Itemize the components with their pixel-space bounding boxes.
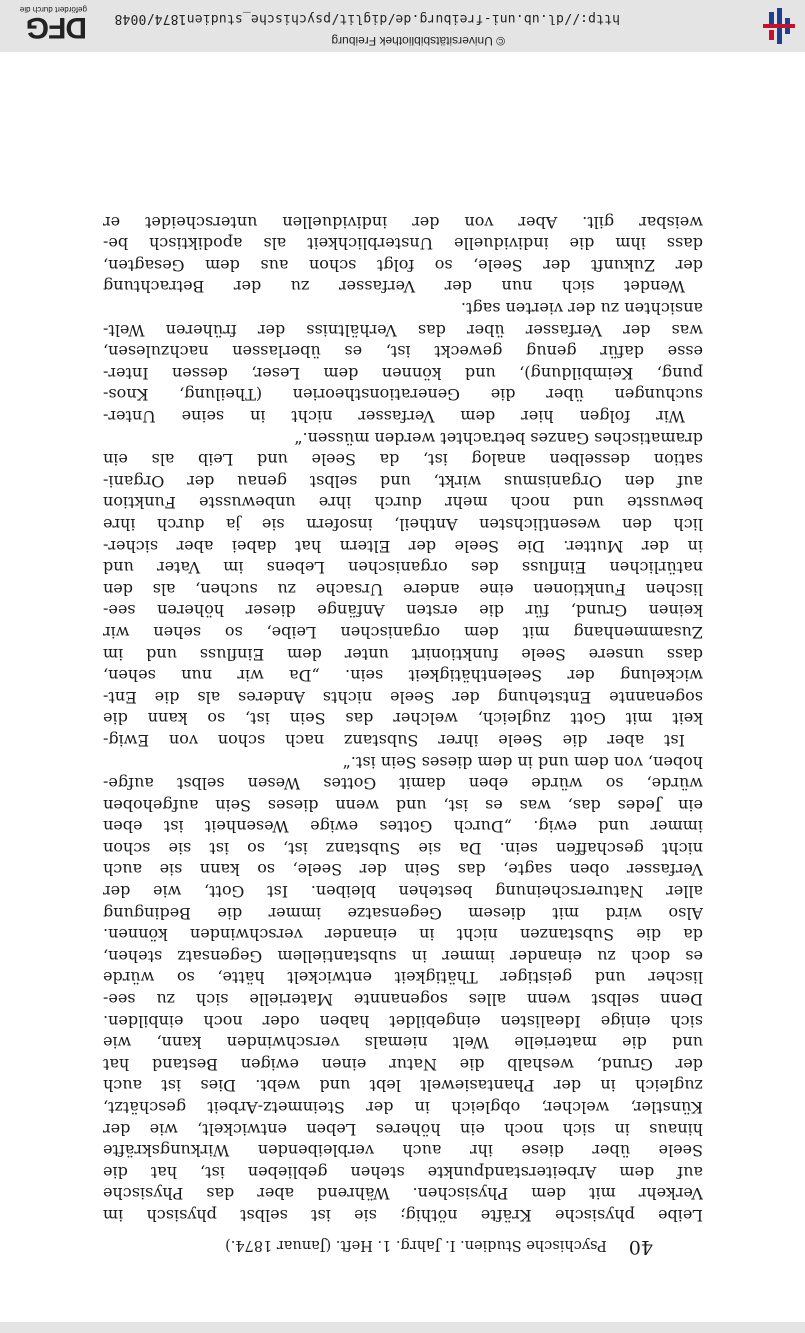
bottom-strip	[0, 1322, 805, 1333]
text-line: was der Verfasser über das Verhältniss der früheren Welt-	[103, 320, 703, 340]
text-line: hoben, von dem und in dem dieses Sein ist.“	[342, 752, 703, 772]
text-line: wickelung der Seelenthätigkeit sein. „Da wir nun sehen,	[103, 666, 703, 686]
library-header-bar	[0, 0, 805, 52]
scanned-page	[0, 52, 805, 1322]
text-line: ein Jedes das, was es ist, und wenn dieses Sein aufgehoben	[103, 795, 703, 815]
university-library-logo-icon	[759, 6, 799, 46]
text-line: Seele über diese ihr auch verbleibenden Wirkungskräfte	[103, 1141, 703, 1161]
copyright-notice: © Universitätsbibliothek Freiburg	[331, 34, 505, 48]
text-line: Verfasser oben sagte, das Sein der Seele, so kann sie auch	[103, 860, 703, 880]
text-line: Verkehr mit dem Physischen. Während aber das Physische	[103, 1184, 703, 1204]
text-line: dass ihm die individuelle Unsterblichkeit als apodiktisch be-	[103, 234, 703, 254]
text-line: sation desselben analog ist, da Seele und Leib als ein	[103, 450, 703, 470]
dfg-funder-logo	[1, 2, 87, 50]
text-line: Ist aber die Seele ihrer Substanz nach schon von Ewig-	[103, 730, 685, 750]
text-line: und die materielle Welt niemals verschwinden kann, wie	[103, 1033, 703, 1053]
text-line: zugleich in der Phantasiewelt lebt und webt. Dies ist auch	[103, 1076, 703, 1096]
text-line: weisbar gilt. Aber von der individuellen unterscheidet er	[103, 212, 703, 232]
text-line: in der Mutter. Die Seele der Eltern hat dabei aber sicher-	[103, 536, 703, 556]
text-line: würde, so würde eben damit Gottes Wesen selbst aufge-	[103, 774, 703, 794]
text-line: dramatisches Ganzes betrachtet werden müssen.“	[294, 428, 703, 448]
text-line: natürlichen Einfluss des organischen Lebens im Vater und	[103, 558, 703, 578]
text-line: Wendet sich nun der Verfasser zu der Betrachtung	[103, 277, 685, 297]
text-line: keit mit Gott zugleich, welcher das Sein ist, so kann die	[103, 709, 703, 729]
text-line: da die Substanzen nicht in einander verschwinden können.	[103, 925, 703, 945]
dfg-logo-text: DFG	[26, 11, 87, 44]
text-line: immer und ewig. „Durch Gottes ewige Wesenheit ist eben	[103, 817, 703, 837]
text-line: suchungen über die Generationstheorien (Theilung, Knos-	[103, 385, 703, 405]
text-line: es doch zu einander immer in substantiellem Gegensatz stehen,	[103, 946, 703, 966]
text-line: aller Naturerscheinung bestehen bleiben. Ist Gott, wie der	[103, 882, 703, 902]
text-line: dass unsere Seele funktionirt unter dem Einfluss und im	[103, 644, 703, 664]
text-line: auf den Organismus wirkt, und selbst genau der Organi-	[103, 471, 703, 491]
text-line: lischen Funktionen eine andere Ursache zu suchen, als den	[103, 579, 703, 599]
text-line: keinen Grund, für die ersten Anfänge dieser höheren see-	[103, 601, 703, 621]
text-line: Künstler, welcher, obgleich in der Steinmetz-Arbeit geschätzt,	[103, 1098, 703, 1118]
text-line: Also wird mit diesem Gegensatze immer die Bedingung	[103, 903, 703, 923]
page-number: 40	[628, 1236, 653, 1258]
text-line: der Grund, weshalb die Natur einen ewigen Bestand hat	[103, 1054, 703, 1074]
running-title: Psychische Studien. I. Jahrg. 1. Heft. (Januar 1874.)	[225, 1237, 607, 1253]
text-line: nicht geschaffen sein. Da sie Substanz ist, so ist sie schon	[103, 838, 703, 858]
text-line: ansichten zu der vierten sagt.	[460, 299, 703, 319]
text-line: Zusammenhang mit dem organischen Leibe, so sehen wir	[103, 622, 703, 642]
text-line: Leibe physische Kräfte nöthig; sie ist selbst physisch im	[103, 1206, 703, 1225]
text-line: pung, Keimbildung), und können dem Leser, dessen Inter-	[103, 363, 703, 383]
running-head	[153, 1234, 653, 1258]
text-line: auf dem Arbeiterstandpunkte stehen geblieben ist, hat die	[103, 1162, 703, 1182]
text-line: lischer und geistiger Thätigkeit entwickelt hätte, so würde	[103, 968, 703, 988]
document-url-link[interactable]: http://dl.ub.uni-freiburg.de/diglit/psychische_studien1874/0048	[114, 11, 620, 26]
text-line: der Zukunft der Seele, so folgt schon aus dem Gesagten,	[103, 255, 703, 275]
text-line: Denn selbst wenn alles sogenannte Materielle sich zu see-	[103, 990, 703, 1010]
dfg-caption: gefördert durch die	[19, 5, 87, 14]
text-line: hinaus in sich noch ein höheres Leben entwickelt, wie der	[103, 1119, 703, 1139]
text-line: esse dafür genug geweckt ist, es überlassen nachzulesen,	[103, 342, 703, 362]
text-line: bewusste und noch mehr durch ihre unbewusste Funktion	[103, 493, 703, 513]
body-text	[103, 211, 703, 1226]
text-line: sogenannte Entstehung der Seele nichts Anderes als die Ent-	[103, 687, 703, 707]
text-line: Wir folgen hier dem Verfasser nicht in seine Unter-	[103, 407, 685, 427]
text-line: lich den wesentlichsten Antheil, insofern sie ja durch ihre	[103, 515, 703, 534]
text-line: sich einige Idealisten eingebildet haben oder noch einbilden.	[103, 1011, 703, 1031]
